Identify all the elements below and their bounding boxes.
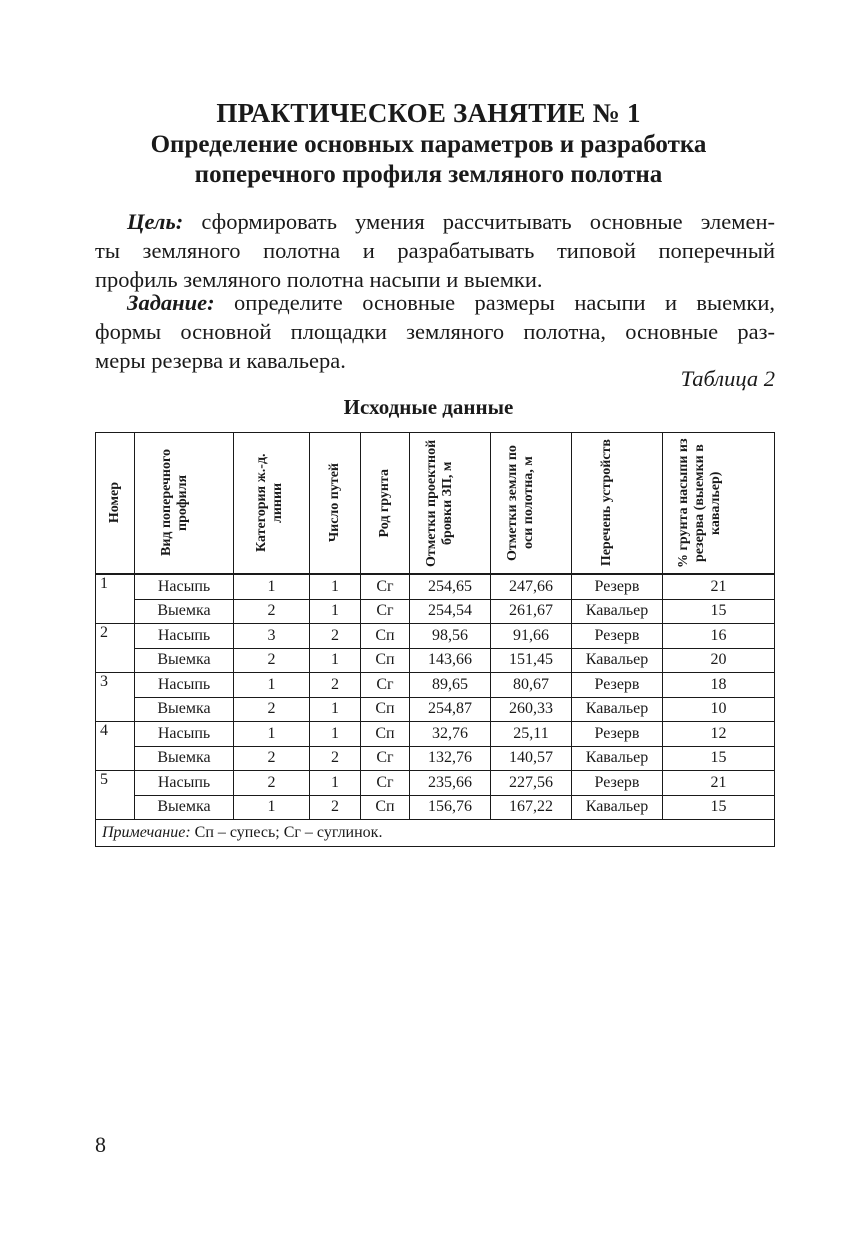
goal-line-1: Цель: сформировать умения рассчитывать основные элемен- — [127, 209, 775, 234]
col-header-ground-elevation: Отметки земли по оси полотна, м — [491, 433, 572, 575]
task-line-3: меры резерва и кавальера. — [95, 348, 346, 373]
task-paragraph — [95, 288, 775, 375]
row-number: 2 — [96, 624, 135, 673]
task-label: Задание: — [127, 290, 215, 315]
table-note-row — [96, 820, 775, 847]
lesson-subtitle-line2: поперечного профиля земляного полотна — [194, 161, 663, 188]
col-header-number: Номер — [96, 433, 135, 575]
row-number: 3 — [96, 673, 135, 722]
goal-label: Цель: — [127, 209, 184, 234]
col-header-design-elevation: Отметки проектной бровки ЗП, м — [410, 433, 491, 575]
table-row: 3 Насыпь 1 2 Сг 89,65 80,67 Резерв 18 — [96, 673, 775, 698]
table-row: Выемка 2 1 Сг 254,54 261,67 Кавальер 15 — [96, 599, 775, 624]
note-text: Сп – супесь; Сг – суглинок. — [190, 824, 383, 841]
table-row: 1 Насыпь 1 1 Сг 254,65 247,66 Резерв 21 — [96, 574, 775, 599]
table-note — [96, 820, 775, 847]
col-header-track-count: Число путей — [310, 433, 361, 575]
goal-line-2: ты земляного полотна и разрабатывать типовой поперечный — [95, 238, 775, 263]
table-row: 2 Насыпь 3 2 Сп 98,56 91,66 Резерв 16 — [96, 624, 775, 649]
table-row: 4 Насыпь 1 1 Сп 32,76 25,11 Резерв 12 — [96, 722, 775, 747]
page-number: 8 — [95, 1132, 106, 1157]
table-header-row — [96, 433, 775, 575]
goal-line-3: профиль земляного полотна насыпи и выемки. — [95, 267, 543, 292]
page-heading — [0, 96, 857, 190]
row-number: 5 — [96, 771, 135, 820]
col-header-profile-type: Вид поперечного профиля — [135, 433, 234, 575]
table-row: Выемка 1 2 Сп 156,76 167,22 Кавальер 15 — [96, 795, 775, 820]
task-line-2: формы основной площадки земляного полотна, основные раз- — [95, 319, 775, 344]
col-header-soil-percent: % грунта насыпи из резерва (выемки в кавальер) — [663, 433, 775, 575]
table-title: Исходные данные — [343, 395, 514, 419]
col-header-soil-type: Род грунта — [361, 433, 410, 575]
table-row: Выемка 2 1 Сп 143,66 151,45 Кавальер 20 — [96, 648, 775, 673]
col-header-line-category: Категория ж.-д. линии — [234, 433, 310, 575]
table-number: Таблица 2 — [680, 366, 775, 391]
table-row: Выемка 2 2 Сг 132,76 140,57 Кавальер 15 — [96, 746, 775, 771]
table-row: 5 Насыпь 2 1 Сг 235,66 227,56 Резерв 21 — [96, 771, 775, 796]
source-data-table — [95, 432, 775, 847]
table-row: Выемка 2 1 Сп 254,87 260,33 Кавальер 10 — [96, 697, 775, 722]
note-label: Примечание: — [102, 824, 191, 841]
col-header-devices: Перечень устройств — [572, 433, 663, 575]
row-number: 4 — [96, 722, 135, 771]
lesson-subtitle-line1: Определение основных параметров и разработка — [150, 131, 707, 158]
row-number: 1 — [96, 574, 135, 624]
lesson-title: ПРАКТИЧЕСКОЕ ЗАНЯТИЕ № 1 — [216, 98, 641, 128]
goal-paragraph — [95, 207, 775, 294]
task-line-1: Задание: определите основные размеры насыпи и выемки, — [127, 290, 775, 315]
